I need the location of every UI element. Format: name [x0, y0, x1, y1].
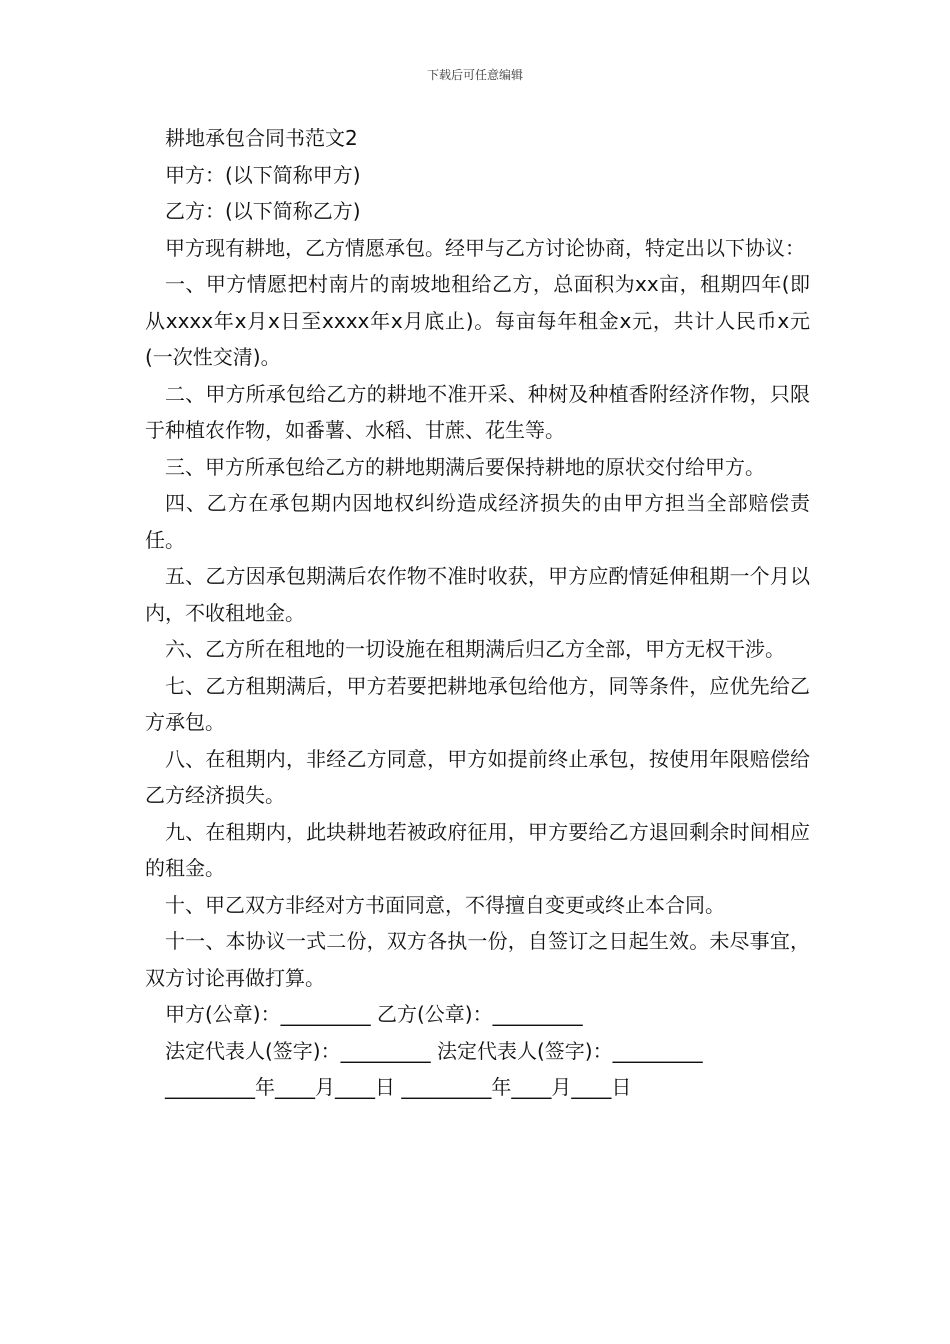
clause-4: 四、乙方在承包期内因地权纠纷造成经济损失的由甲方担当全部赔偿责任。 — [145, 491, 810, 552]
page-header: 下载后可任意编辑 — [426, 68, 523, 82]
clause-11: 十一、本协议一式二份，双方各执一份，自签订之日起生效。未尽事宜，双方讨论再做打算。 — [145, 929, 810, 990]
clause-6: 六、乙方所在租地的一切设施在租期满后归乙方全部，甲方无权干涉。 — [165, 637, 785, 661]
clause-7: 七、乙方租期满后，甲方若要把耕地承包给他方，同等条件，应优先给乙方承包。 — [145, 673, 810, 734]
clause-5: 五、乙方因承包期满后农作物不准时收获，甲方应酌情延伸租期一个月以内，不收租地金。 — [145, 564, 810, 625]
date-line: _________年____月____日 _________年____月____日 — [165, 1075, 632, 1099]
clause-3: 三、甲方所承包给乙方的耕地期满后要保持耕地的原状交付给甲方。 — [165, 454, 765, 479]
seal-signature-line: 甲方(公章)：_________ 乙方(公章)：_________ — [165, 1002, 583, 1026]
party-b-line: 乙方：(以下简称乙方) — [165, 199, 361, 223]
clause-9: 九、在租期内，此块耕地若被政府征用，甲方要给乙方退回剩余时间相应的租金。 — [145, 819, 810, 880]
representative-signature-line: 法定代表人(签字)：_________ 法定代表人(签字)：_________ — [165, 1038, 703, 1063]
clause-1: 一、甲方情愿把村南片的南坡地租给乙方，总面积为xx亩，租期四年(即从xxxx年x月x日至xxxx年x月底止)。每亩每年租金x元，共计人民币x元(一次性交清)。 — [145, 272, 810, 369]
clause-2: 二、甲方所承包给乙方的耕地不准开采、种树及种植香附经济作物，只限于种植农作物，如番薯、水稻、甘蔗、花生等。 — [145, 381, 810, 442]
document-title: 耕地承包合同书范文2 — [165, 126, 358, 150]
clause-10: 十、甲乙双方非经对方书面同意，不得擅自变更或终止本合同。 — [165, 892, 725, 917]
party-a-line: 甲方：(以下简称甲方) — [165, 162, 361, 187]
clause-8: 八、在租期内，非经乙方同意，甲方如提前终止承包，按使用年限赔偿给乙方经济损失。 — [145, 746, 810, 807]
intro-paragraph: 甲方现有耕地，乙方情愿承包。经甲与乙方讨论协商，特定出以下协议： — [165, 235, 805, 260]
document-body — [145, 120, 810, 1106]
